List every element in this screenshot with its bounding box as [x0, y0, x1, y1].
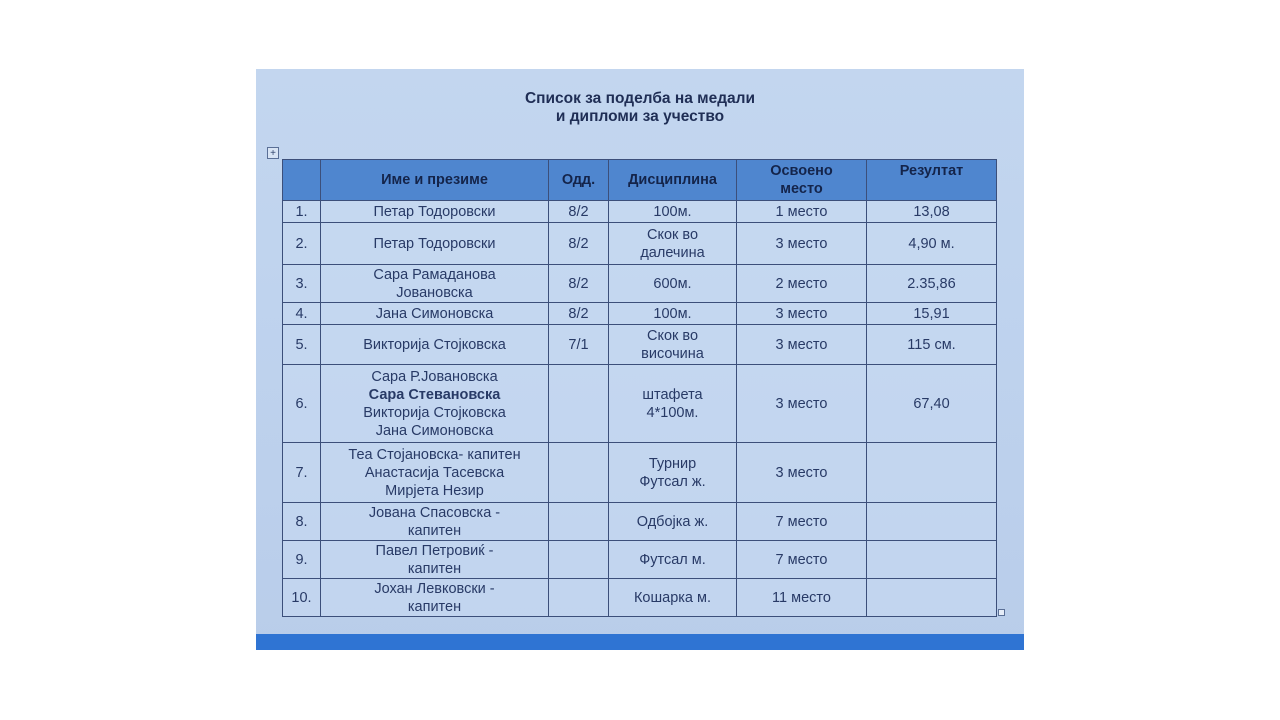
cell-place: 3 место: [737, 443, 867, 503]
cell-number: 4.: [283, 303, 321, 325]
participant-name: капитен: [407, 598, 462, 615]
cell-name: [321, 303, 549, 325]
cell-class: [549, 365, 609, 443]
discipline-line: 600м.: [653, 275, 692, 292]
participant-name: Јана Симоновска: [375, 422, 494, 439]
participant-name: Јована Спасовска -: [368, 504, 501, 521]
cell-name: [321, 201, 549, 223]
cell-name: [321, 503, 549, 541]
discipline-line: Скок во: [646, 327, 699, 344]
cell-discipline: [609, 265, 737, 303]
cell-discipline: [609, 365, 737, 443]
cell-result: [867, 579, 997, 617]
header-place-line2: место: [780, 181, 823, 197]
cell-place: 3 место: [737, 325, 867, 365]
cell-result: 15,91: [867, 303, 997, 325]
table-row: [283, 223, 997, 265]
table-row: [283, 503, 997, 541]
cell-discipline: [609, 325, 737, 365]
participant-name: Сара Р.Јовановска: [371, 368, 498, 385]
cell-number: 7.: [283, 443, 321, 503]
participant-name: Сара Стевановска: [368, 386, 501, 403]
participant-name: Јохан Левковски -: [374, 580, 495, 597]
document-title-line1: Список за поделба на медали: [524, 90, 756, 107]
cell-discipline: [609, 443, 737, 503]
participant-name: Павел Петровиќ -: [375, 542, 494, 559]
cell-class: [549, 443, 609, 503]
cell-class: [549, 579, 609, 617]
discipline-line: Турнир: [648, 455, 697, 472]
cell-place: 3 место: [737, 303, 867, 325]
cell-name: [321, 579, 549, 617]
table-row: [283, 365, 997, 443]
header-place-line1: Освоено: [770, 163, 833, 179]
document-title-line2: и дипломи за учество: [555, 108, 725, 125]
table-header-row: [283, 160, 997, 201]
participant-name: капитен: [407, 522, 462, 539]
cell-discipline: [609, 503, 737, 541]
discipline-line: штафета: [642, 386, 703, 403]
table-row: [283, 443, 997, 503]
cell-name: [321, 443, 549, 503]
cell-number: 3.: [283, 265, 321, 303]
table-row: [283, 201, 997, 223]
cell-place: 7 место: [737, 503, 867, 541]
header-class: Одд.: [549, 160, 609, 201]
participant-name: Викторија Стојковска: [363, 336, 506, 353]
cell-place: 2 место: [737, 265, 867, 303]
cell-place: 3 место: [737, 223, 867, 265]
header-discipline: Дисциплина: [609, 160, 737, 201]
discipline-line: Скок во: [646, 226, 699, 243]
cell-name: [321, 541, 549, 579]
cell-number: 8.: [283, 503, 321, 541]
table-resize-handle-icon[interactable]: [998, 609, 1005, 616]
cell-result: [867, 443, 997, 503]
discipline-line: 100м.: [653, 203, 692, 220]
table-body: [283, 201, 997, 617]
cell-name: [321, 223, 549, 265]
document-screen: [256, 69, 1024, 650]
cell-place: 11 место: [737, 579, 867, 617]
cell-discipline: [609, 303, 737, 325]
cell-name: [321, 365, 549, 443]
cell-class: 7/1: [549, 325, 609, 365]
screen-bottom-bar: [256, 634, 1024, 650]
cell-number: 1.: [283, 201, 321, 223]
participant-name: Јана Симоновска: [375, 305, 494, 322]
table-row: [283, 265, 997, 303]
cell-class: 8/2: [549, 303, 609, 325]
discipline-line: височина: [641, 345, 704, 362]
cell-result: 2.35,86: [867, 265, 997, 303]
discipline-line: Одбојка ж.: [636, 513, 709, 530]
table-row: [283, 303, 997, 325]
cell-class: [549, 541, 609, 579]
cell-name: [321, 265, 549, 303]
cell-result: 4,90 м.: [867, 223, 997, 265]
cell-result: [867, 503, 997, 541]
cell-discipline: [609, 201, 737, 223]
cell-number: 9.: [283, 541, 321, 579]
cell-number: 10.: [283, 579, 321, 617]
header-result: Резултат: [867, 160, 997, 201]
table-row: [283, 325, 997, 365]
cell-number: 5.: [283, 325, 321, 365]
cell-result: 67,40: [867, 365, 997, 443]
participant-name: Мирјета Незир: [385, 482, 484, 499]
participant-name: Теа Стојановска- капитен: [348, 446, 521, 463]
table-move-handle-icon[interactable]: +: [267, 147, 279, 159]
cell-class: 8/2: [549, 265, 609, 303]
participant-name: Јовановска: [396, 284, 473, 301]
participant-name: Сара Рамаданова: [373, 266, 496, 283]
header-number: [283, 160, 321, 201]
cell-discipline: [609, 223, 737, 265]
cell-class: 8/2: [549, 223, 609, 265]
cell-class: 8/2: [549, 201, 609, 223]
participant-name: Петар Тодоровски: [373, 203, 496, 220]
participant-name: капитен: [407, 560, 462, 577]
discipline-line: 4*100м.: [646, 404, 699, 421]
discipline-line: далечина: [640, 244, 705, 261]
cell-number: 2.: [283, 223, 321, 265]
header-place: [737, 160, 867, 201]
discipline-line: 100м.: [653, 305, 692, 322]
table-row: [283, 579, 997, 617]
medals-table: [282, 159, 997, 617]
cell-discipline: [609, 579, 737, 617]
cell-place: 7 место: [737, 541, 867, 579]
participant-name: Петар Тодоровски: [373, 235, 496, 252]
discipline-line: Футсал м.: [639, 551, 706, 568]
header-name: Име и презиме: [321, 160, 549, 201]
cell-result: 13,08: [867, 201, 997, 223]
participant-name: Викторија Стојковска: [363, 404, 506, 421]
cell-place: 3 место: [737, 365, 867, 443]
discipline-line: Кошарка м.: [633, 589, 712, 606]
discipline-line: Футсал ж.: [639, 473, 706, 490]
cell-result: [867, 541, 997, 579]
table-row: [283, 541, 997, 579]
cell-name: [321, 325, 549, 365]
cell-place: 1 место: [737, 201, 867, 223]
cell-number: 6.: [283, 365, 321, 443]
participant-name: Анастасија Тасевска: [364, 464, 505, 481]
cell-class: [549, 503, 609, 541]
cell-discipline: [609, 541, 737, 579]
cell-result: 115 см.: [867, 325, 997, 365]
